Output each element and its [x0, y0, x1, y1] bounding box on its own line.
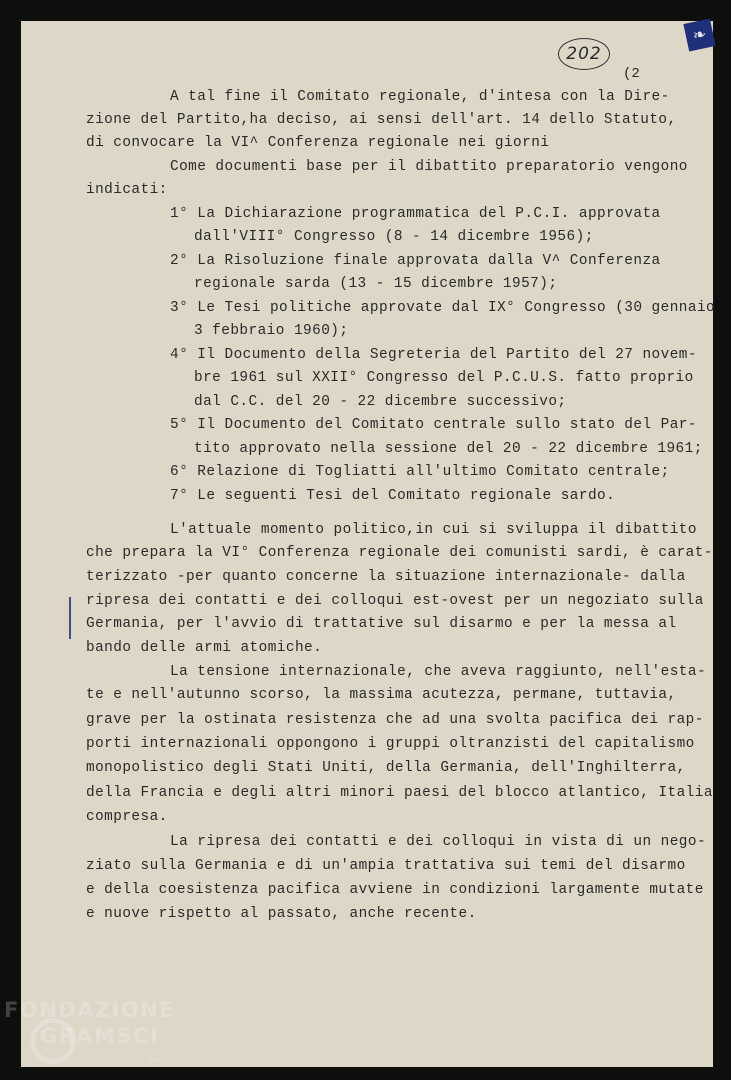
archive-stamp-icon: ❧ [683, 18, 715, 51]
text-line: indicati: [86, 182, 168, 198]
watermark-line-2: GRAMSCI [40, 1024, 160, 1048]
text-line: L'attuale momento politico,in cui si sviluppa il dibattito [170, 522, 697, 538]
fondazione-gramsci-watermark [4, 998, 184, 1078]
text-line: ripresa dei contatti e dei colloqui est-ovest per un negoziato sulla [86, 593, 704, 609]
list-item: 3° Le Tesi politiche approvate dal IX° Congresso (30 gennaio [170, 300, 716, 316]
text-line: dall'VIII° Congresso (8 - 14 dicembre 1956); [194, 229, 594, 245]
text-line: grave per la ostinata resistenza che ad una svolta pacifica dei rap- [86, 712, 704, 728]
text-line: A tal fine il Comitato regionale, d'intesa con la Dire- [170, 89, 670, 105]
text-line: e nuove rispetto al passato, anche recente. [86, 906, 477, 922]
text-line: dal C.C. del 20 - 22 dicembre successivo; [194, 394, 567, 410]
watermark-line-1: FONDAZIONE [4, 998, 176, 1022]
text-line: bre 1961 sul XXII° Congresso del P.C.U.S. fatto proprio [194, 370, 694, 386]
text-line: regionale sarda (13 - 15 dicembre 1957); [194, 276, 558, 292]
text-line: zione del Partito,ha deciso, ai sensi dell'art. 14 dello Statuto, [86, 112, 677, 128]
text-line: monopolistico degli Stati Uniti, della Germania, dell'Inghilterra, [86, 760, 686, 776]
list-item: 6° Relazione di Togliatti all'ultimo Comitato centrale; [170, 464, 670, 480]
text-line: La tensione internazionale, che aveva raggiunto, nell'esta- [170, 664, 707, 680]
text-line: e della coesistenza pacifica avviene in condizioni largamente mutate [86, 882, 704, 898]
text-line: tito approvato nella sessione del 20 - 22 dicembre 1961; [194, 441, 703, 457]
text-line: La ripresa dei contatti e dei colloqui in vista di un nego- [170, 834, 707, 850]
margin-mark [69, 597, 71, 639]
list-item: 2° La Risoluzione finale approvata dalla V^ Conferenza [170, 253, 661, 269]
text-line: Germania, per l'avvio di trattative sul disarmo e per la messa al [86, 616, 677, 632]
page-number: (2 [623, 66, 640, 82]
text-line: della Francia e degli altri minori paesi del blocco atlantico, Italia [86, 785, 713, 801]
list-item: 1° La Dichiarazione programmatica del P.C.I. approvata [170, 206, 661, 222]
text-line: ziato sulla Germania e di un'ampia trattativa sui temi del disarmo [86, 858, 686, 874]
list-item: 4° Il Documento della Segreteria del Partito del 27 novem- [170, 347, 697, 363]
text-line: terizzato -per quanto concerne la situazione internazionale- dalla [86, 569, 686, 585]
text-line: te e nell'autunno scorso, la massima acutezza, permane, tuttavia, [86, 687, 677, 703]
watermark-line-3: onlus [148, 1056, 178, 1066]
text-line: compresa. [86, 809, 168, 825]
text-line: porti internazionali oppongono i gruppi oltranzisti del capitalismo [86, 736, 695, 752]
text-line: 3 febbraio 1960); [194, 323, 349, 339]
text-line: bando delle armi atomiche. [86, 640, 323, 656]
list-item: 5° Il Documento del Comitato centrale sullo stato del Par- [170, 417, 697, 433]
text-line: Come documenti base per il dibattito preparatorio vengono [170, 159, 688, 175]
folio-number: 202 [558, 38, 610, 70]
text-line: di convocare la VI^ Conferenza regionale nei giorni [86, 135, 550, 151]
text-line: che prepara la VI° Conferenza regionale dei comunisti sardi, è carat- [86, 545, 713, 561]
list-item: 7° Le seguenti Tesi del Comitato regionale sardo. [170, 488, 616, 504]
